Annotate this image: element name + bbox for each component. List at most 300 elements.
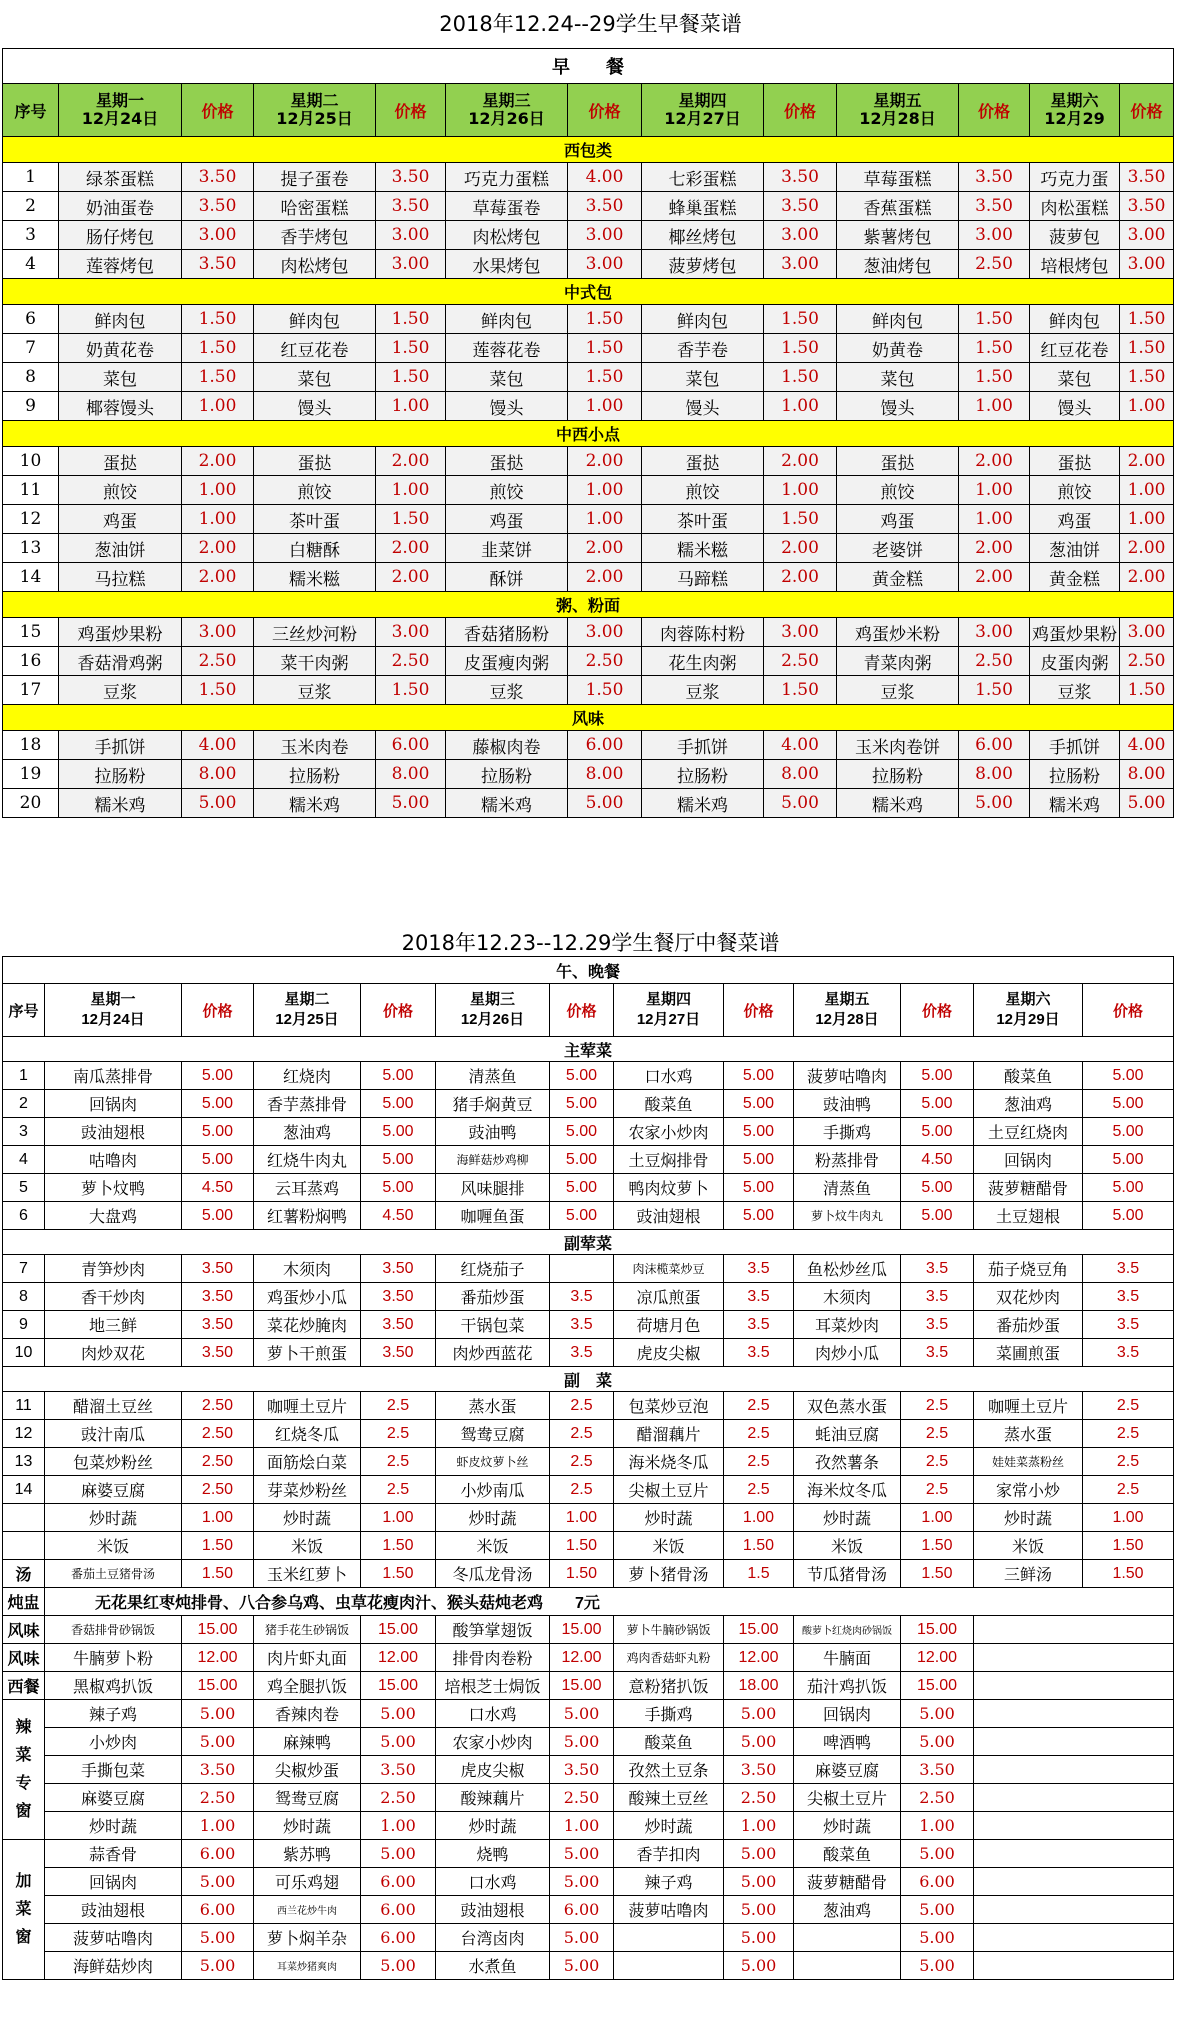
dish-name [614,1924,724,1952]
dish-name: 糯米鸡 [1030,789,1120,818]
dish-price: 8.00 [1120,760,1174,789]
dish-price: 5.00 [901,1202,974,1230]
dish-price [550,1255,614,1283]
dish-price: 2.5 [361,1420,436,1448]
dish-price: 6.00 [959,731,1030,760]
row-number: 1 [3,1062,45,1090]
row-number: 2 [3,192,59,221]
dish-price: 4.00 [1120,731,1174,760]
dish-price: 1.50 [361,1532,436,1560]
dish-price: 2.5 [550,1420,614,1448]
category-row [3,279,1174,305]
dish-price: 5.00 [182,1868,254,1896]
dish-price: 1.50 [376,334,446,363]
dish-name: 海米烧冬瓜 [614,1448,724,1476]
dish-name: 皮蛋肉粥 [1030,647,1120,676]
dish-price: 3.5 [550,1311,614,1339]
dish-price: 1.00 [959,392,1030,421]
dish-name: 鸡全腿扒饭 [254,1672,361,1700]
stew-label: 炖盅 [3,1588,45,1616]
dish-price: 1.00 [901,1504,974,1532]
dish-price: 15.00 [361,1672,436,1700]
dish-name: 娃娃菜蒸粉丝 [974,1448,1083,1476]
dish-name: 手抓饼 [59,731,182,760]
dish-price: 2.50 [182,1476,254,1504]
dish-name: 豉油翅根 [614,1202,724,1230]
menu-row [3,760,1174,789]
row-number: 19 [3,760,59,789]
dish-price: 3.5 [901,1339,974,1367]
dish-name: 草莓蛋糕 [837,163,959,192]
dish-name: 糯米鸡 [642,789,764,818]
category-row [3,1367,1174,1392]
dish-price: 5.00 [550,1840,614,1868]
day-header [642,84,764,137]
dish-price: 5.00 [724,1174,794,1202]
dish-price: 3.00 [568,250,642,279]
dish-name: 炒时蔬 [45,1504,182,1532]
dish-price: 3.50 [182,1311,254,1339]
menu-row [3,163,1174,192]
dish-name: 咕噜肉 [45,1146,182,1174]
dish-name: 鸡肉香菇虾丸粉 [614,1644,724,1672]
menu-row [3,334,1174,363]
dish-price: 5.00 [182,1952,254,1980]
dish-name: 风味腿排 [436,1174,550,1202]
dish-name: 蒸水蛋 [436,1392,550,1420]
dish-name: 农家小炒肉 [436,1728,550,1756]
dish-name: 香芋扣肉 [614,1840,724,1868]
dish-price: 5.00 [361,1174,436,1202]
dish-price: 5.00 [550,1090,614,1118]
menu-row [3,447,1174,476]
menu-row [3,305,1174,334]
category-label: 西包类 [3,137,1174,163]
dish-price: 2.00 [376,447,446,476]
dish-price: 3.5 [724,1283,794,1311]
dish-name: 牛腩面 [794,1644,901,1672]
dish-price: 5.00 [724,1202,794,1230]
dish-price: 3.50 [182,1255,254,1283]
dish-price: 12.00 [361,1644,436,1672]
dish-price: 5.00 [550,1062,614,1090]
dish-name: 香芋卷 [642,334,764,363]
dish-price: 1.50 [764,676,837,705]
dish-price: 1.00 [568,476,642,505]
dish-price: 2.50 [550,1784,614,1812]
dish-name: 红烧牛肉丸 [254,1146,361,1174]
dish-name: 煎饺 [254,476,376,505]
category-label: 主荤菜 [3,1037,1174,1062]
dish-name: 香辣肉卷 [254,1700,361,1728]
dish-price: 3.5 [724,1311,794,1339]
dish-price: 5.00 [550,1924,614,1952]
dish-name: 香菇排骨砂锅饭 [45,1616,182,1644]
dish-name: 蛋挞 [642,447,764,476]
dish-name: 清蒸鱼 [794,1174,901,1202]
extra-row [3,1840,1174,1868]
dish-price: 3.5 [1083,1339,1174,1367]
dish-name: 菜包 [446,363,568,392]
dish-price: 2.00 [764,534,837,563]
price-header: 价格 [182,984,254,1037]
dish-name: 酸菜鱼 [974,1062,1083,1090]
dish-name: 番茄炒蛋 [974,1311,1083,1339]
dish-name: 萝卜猪骨汤 [614,1560,724,1588]
stew-text: 无花果红枣炖排骨、八合参乌鸡、虫草花瘦肉汁、猴头菇炖老鸡 7元 [45,1588,1174,1616]
dish-name: 海鲜菇炒肉 [45,1952,182,1980]
row-number: 12 [3,1420,45,1448]
dish-name: 绿茶蛋糕 [59,163,182,192]
row-number: 14 [3,563,59,592]
dish-price: 6.00 [550,1896,614,1924]
empty-cell [974,1672,1174,1700]
dish-name: 米饭 [974,1532,1083,1560]
dish-price: 3.50 [361,1339,436,1367]
dish-name: 肉炒双花 [45,1339,182,1367]
price-header: 价格 [901,984,974,1037]
dish-name: 红烧肉 [254,1062,361,1090]
price-header: 价格 [550,984,614,1037]
meal-banner-row [3,957,1174,984]
seq-header: 序号 [3,84,59,137]
dish-price: 2.00 [376,563,446,592]
dish-name: 酥饼 [446,563,568,592]
dish-name: 椰蓉馒头 [59,392,182,421]
extra-label-char: 菜 [15,1900,32,1918]
dish-price: 2.5 [901,1392,974,1420]
dish-name: 菜包 [1030,363,1120,392]
row-number: 15 [3,618,59,647]
dish-price: 3.00 [959,221,1030,250]
dish-name: 香菇猪肠粉 [446,618,568,647]
dish-price: 5.00 [1083,1062,1174,1090]
menu-row [3,250,1174,279]
dish-price: 2.50 [764,647,837,676]
dish-price: 3.5 [724,1255,794,1283]
category-label: 风味 [3,705,1174,731]
dish-price: 1.50 [764,363,837,392]
dish-name: 地三鲜 [45,1311,182,1339]
dish-name: 红豆花卷 [1030,334,1120,363]
dish-name: 手撕包菜 [45,1756,182,1784]
dish-name: 酸菜鱼 [794,1840,901,1868]
dish-name: 麻婆豆腐 [45,1476,182,1504]
dish-price: 2.5 [901,1476,974,1504]
menu-row [3,476,1174,505]
dish-price: 2.50 [361,1784,436,1812]
dish-name: 糯米鸡 [59,789,182,818]
menu-row [3,647,1174,676]
category-row [3,1230,1174,1255]
dish-name: 酸菜鱼 [614,1728,724,1756]
dish-price: 1.50 [182,1560,254,1588]
dish-price: 5.00 [182,789,254,818]
dish-price: 2.5 [1083,1392,1174,1420]
price-header: 价格 [1083,984,1174,1037]
dish-price: 2.50 [182,1784,254,1812]
dish-name: 手抓饼 [642,731,764,760]
weekday-label: 星期五 [873,91,922,110]
empty-cell [974,1812,1174,1840]
soup-row [3,1560,1174,1588]
dish-price: 1.00 [568,392,642,421]
menu-row [3,363,1174,392]
dish-name: 豉油翅根 [45,1118,182,1146]
dish-name: 小炒肉 [45,1728,182,1756]
dish-price: 1.00 [182,392,254,421]
dish-price: 1.50 [959,305,1030,334]
dish-name: 醋溜藕片 [614,1420,724,1448]
dish-price: 5.00 [959,789,1030,818]
dish-price: 1.00 [959,476,1030,505]
dish-name: 玉米肉卷 [254,731,376,760]
header-row [3,84,1174,137]
dish-name: 耳菜炒肉 [794,1311,901,1339]
dish-name: 包菜炒粉丝 [45,1448,182,1476]
dish-name: 番茄土豆猪骨汤 [45,1560,182,1588]
dish-name: 炒时蔬 [614,1812,724,1840]
dish-price: 3.00 [568,221,642,250]
dish-price: 6.00 [568,731,642,760]
dish-price: 3.50 [361,1756,436,1784]
dish-price: 8.00 [764,760,837,789]
dish-name: 奶黄卷 [837,334,959,363]
dish-price: 5.00 [901,1952,974,1980]
menu-row [3,1202,1174,1230]
dish-name: 奶黄花卷 [59,334,182,363]
spicy-window-label [3,1700,45,1840]
dish-price: 3.00 [376,618,446,647]
dish-name: 萝卜干煎蛋 [254,1339,361,1367]
dish-price: 5.00 [1083,1174,1174,1202]
dish-name: 鸭肉炆萝卜 [614,1174,724,1202]
dish-name: 菠萝糖醋骨 [974,1174,1083,1202]
dish-price: 1.50 [901,1532,974,1560]
dish-name: 醋溜土豆丝 [45,1392,182,1420]
menu-row [3,392,1174,421]
dish-price: 5.00 [550,1146,614,1174]
row-number [3,1532,45,1560]
dish-name: 蚝油豆腐 [794,1420,901,1448]
dish-name: 可乐鸡翅 [254,1868,361,1896]
dish-name: 鲜肉包 [446,305,568,334]
dish-price: 15.00 [182,1672,254,1700]
dish-name: 肉片虾丸面 [254,1644,361,1672]
dish-name: 茄汁鸡扒饭 [794,1672,901,1700]
dish-price: 1.50 [568,363,642,392]
weekday-label: 星期六 [1005,991,1051,1008]
dish-name: 茶叶蛋 [642,505,764,534]
row-number: 10 [3,447,59,476]
category-label: 中西小点 [3,421,1174,447]
dish-price: 3.00 [764,250,837,279]
dish-name: 茄子烧豆角 [974,1255,1083,1283]
dish-price: 4.50 [361,1202,436,1230]
extra-row [3,1868,1174,1896]
dish-name: 茶叶蛋 [254,505,376,534]
dish-price: 15.00 [550,1616,614,1644]
dish-price: 5.00 [182,1062,254,1090]
row-number: 18 [3,731,59,760]
dish-name: 香芋蒸排骨 [254,1090,361,1118]
menu-row [3,1255,1174,1283]
dish-name: 海米炆冬瓜 [794,1476,901,1504]
dish-price: 2.00 [568,534,642,563]
dish-price: 1.00 [361,1504,436,1532]
dish-price: 2.5 [1083,1448,1174,1476]
dish-name: 西兰花炒牛肉 [254,1896,361,1924]
row-number: 1 [3,163,59,192]
dish-name: 米饭 [436,1532,550,1560]
spicy-row [3,1756,1174,1784]
dish-name: 炒时蔬 [436,1812,550,1840]
day-header [614,984,724,1037]
day-header [446,84,568,137]
dish-name: 肉松烤包 [254,250,376,279]
dish-price: 8.00 [182,760,254,789]
dish-price: 1.50 [550,1532,614,1560]
dish-price: 5.00 [901,1062,974,1090]
row-number: 6 [3,1202,45,1230]
dish-price: 1.00 [1120,476,1174,505]
dish-price: 3.5 [901,1311,974,1339]
dish-name: 豉油翅根 [436,1896,550,1924]
dish-name: 菠萝咕噜肉 [614,1896,724,1924]
empty-cell [974,1952,1174,1980]
dish-price: 1.00 [182,505,254,534]
dish-price: 3.00 [764,618,837,647]
menu-row [3,1476,1174,1504]
row-number: 8 [3,363,59,392]
dish-price: 3.00 [182,618,254,647]
dish-price: 3.5 [724,1339,794,1367]
flavor1-row [3,1616,1174,1644]
dish-price: 3.5 [550,1283,614,1311]
western-label: 西餐 [3,1672,45,1700]
weekday-label: 星期一 [90,991,136,1008]
dish-price: 5.00 [724,1700,794,1728]
dish-price: 1.5 [724,1560,794,1588]
dish-price: 1.50 [376,305,446,334]
dish-price: 5.00 [901,1840,974,1868]
empty-cell [974,1896,1174,1924]
dish-price: 2.5 [550,1476,614,1504]
weekday-label: 星期四 [645,991,691,1008]
dish-price: 5.00 [361,1146,436,1174]
dish-name: 木须肉 [794,1283,901,1311]
dish-name: 酸辣土豆丝 [614,1784,724,1812]
dish-price: 3.50 [361,1311,436,1339]
dish-name: 荷塘月色 [614,1311,724,1339]
dish-name: 巧克力蛋糕 [446,163,568,192]
dish-price: 6.00 [182,1896,254,1924]
dish-price: 1.00 [1083,1504,1174,1532]
dish-name: 菜包 [254,363,376,392]
price-header: 价格 [376,84,446,137]
dish-name: 麻辣鸭 [254,1728,361,1756]
date-label: 12月24日 [81,109,159,128]
extra-row [3,1952,1174,1980]
dish-name: 豉油翅根 [45,1896,182,1924]
row-number: 17 [3,676,59,705]
empty-cell [974,1924,1174,1952]
meal-banner-row [3,49,1174,84]
dish-name: 红薯粉焖鸭 [254,1202,361,1230]
dish-price: 1.50 [959,676,1030,705]
dish-name: 鸡蛋 [837,505,959,534]
dish-name: 水果烤包 [446,250,568,279]
dish-price: 1.00 [376,476,446,505]
dish-name: 莲蓉花卷 [446,334,568,363]
date-label: 12月27日 [664,109,741,128]
dish-name: 土豆翅根 [974,1202,1083,1230]
day-header [59,84,182,137]
dish-price: 6.00 [361,1924,436,1952]
dish-price: 1.00 [550,1504,614,1532]
dish-price: 2.00 [1120,563,1174,592]
date-label: 12月25日 [275,1011,339,1028]
dish-price: 2.00 [1120,447,1174,476]
dish-price: 1.00 [764,392,837,421]
menu-row [3,676,1174,705]
dish-name: 炒时蔬 [436,1504,550,1532]
dish-price: 5.00 [901,1924,974,1952]
dish-name: 肉松蛋糕 [1030,192,1120,221]
dish-price: 1.50 [568,676,642,705]
dish-name: 炒时蔬 [614,1504,724,1532]
dish-price: 5.00 [361,1952,436,1980]
dish-name: 马蹄糕 [642,563,764,592]
dish-name: 馒头 [642,392,764,421]
dish-name: 肉炒小瓜 [794,1339,901,1367]
dish-name: 拉肠粉 [1030,760,1120,789]
category-row [3,705,1174,731]
dish-price: 3.50 [764,163,837,192]
dish-name: 咖喱鱼蛋 [436,1202,550,1230]
dish-price: 3.00 [568,618,642,647]
dish-name: 虾皮炆萝卜丝 [436,1448,550,1476]
empty-cell [974,1728,1174,1756]
day-header [254,84,376,137]
weekday-label: 星期三 [482,91,531,110]
menu-row [3,1339,1174,1367]
menu-row [3,221,1174,250]
dish-price: 5.00 [724,1840,794,1868]
seq-header: 序号 [3,984,45,1037]
dish-name: 蛋挞 [254,447,376,476]
dish-price: 5.00 [901,1090,974,1118]
dish-name: 啤酒鸭 [794,1728,901,1756]
dish-name: 馒头 [837,392,959,421]
row-number: 6 [3,305,59,334]
menu-row [3,1532,1174,1560]
dish-price: 3.00 [182,221,254,250]
dish-name: 虎皮尖椒 [614,1339,724,1367]
dish-price: 5.00 [724,1952,794,1980]
category-label: 副 菜 [3,1367,1174,1392]
dish-price: 1.00 [901,1812,974,1840]
dish-price: 5.00 [550,1952,614,1980]
dish-name: 肉炒西蓝花 [436,1339,550,1367]
menu-row [3,1174,1174,1202]
dish-name: 豆浆 [1030,676,1120,705]
header-row [3,984,1174,1037]
spicy-label-char: 辣 [15,1718,32,1736]
empty-cell [974,1868,1174,1896]
extra-label-char: 窗 [15,1928,32,1946]
dish-name: 烧鸭 [436,1840,550,1868]
